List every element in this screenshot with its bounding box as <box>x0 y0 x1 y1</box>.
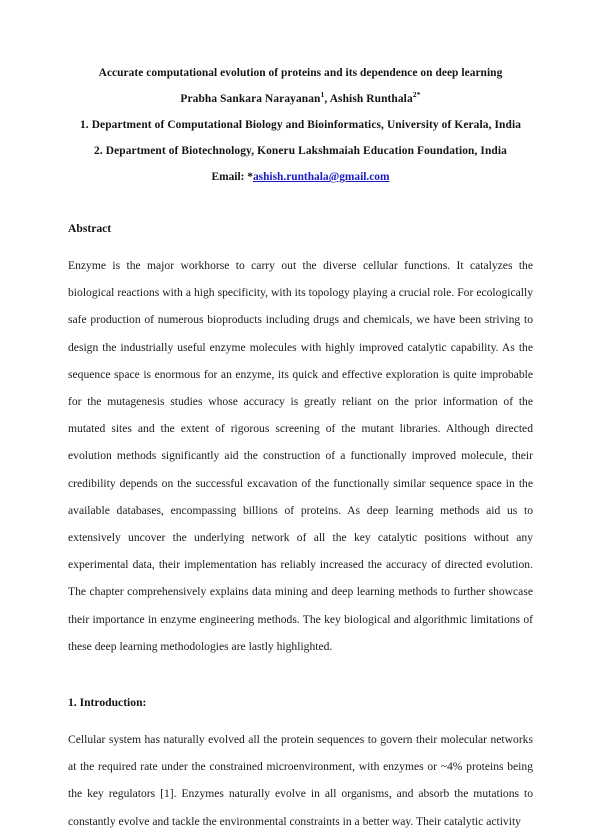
introduction-heading: 1. Introduction: <box>68 696 147 710</box>
page-title: Accurate computational evolution of proteins and its dependence on deep learning <box>98 67 503 79</box>
author-affiliation-marker-2: 2* <box>412 90 421 100</box>
author-line <box>68 86 533 112</box>
email-line <box>68 164 533 190</box>
spacer-title-abstract <box>68 190 533 222</box>
introduction-paragraph: Cellular system has naturally evolved all the protein sequences to govern their molecular networks at the required rate under the constrained microenvironment, with enzymes or ~4% proteins being the key regulators [1]. Enzymes naturally evolve in all organisms, and absorb the mutations to constantly evolve and tackle the environmental constraints in a better way. Their catalytic activity <box>68 733 533 828</box>
author-name-1: Prabha Sankara Narayanan <box>180 93 321 105</box>
title-block <box>68 60 533 190</box>
author-name-2: Ashish Runthala <box>329 93 413 105</box>
email-link[interactable]: ashish.runthala@gmail.com <box>252 171 390 183</box>
affiliation-line-1: 1. Department of Computational Biology and Bioinformatics, University of Kerala, India <box>79 119 522 131</box>
spacer-abstract-heading-body <box>68 235 533 252</box>
affiliation-line-2: 2. Department of Biotechnology, Koneru Lakshmaiah Education Foundation, India <box>94 145 507 157</box>
email-label: Email: * <box>211 171 253 183</box>
spacer-abstract-intro <box>68 660 533 696</box>
author-separator: , <box>324 93 330 105</box>
spacer-intro-heading-body <box>68 709 533 726</box>
abstract-paragraph: Enzyme is the major workhorse to carry out the diverse cellular functions. It catalyzes the biological reactions with a high specificity, with its topology playing a crucial role. For ecologically safe production of numerous bioproducts including drugs and chemicals, we have been striving to design the industrially useful enzyme molecules with highly improved catalytic capability. As the sequence space is enormous for an enzyme, its quick and effective exploration is quite improbable for the mutagenesis studies whose accuracy is greatly reliant on the prior information of the mutated sites and the extent of rigorous screening of the mutant libraries. Although directed evolution methods significantly aid the construction of a functionally improved molecule, their credibility depends on the successful excavation of the functionally similar sequence space in the available databases, encompassing billions of proteins. As deep learning methods aid us to extensively uncover the underlying network of all the key catalytic positions without any experimental data, their implementation has reliably increased the accuracy of directed evolution. The chapter comprehensively explains data mining and deep learning methods to further showcase their importance in enzyme engineering methods. The key biological and algorithmic limitations of these deep learning methodologies are lastly highlighted. <box>68 259 533 653</box>
author-affiliation-marker-1: 1 <box>320 90 325 100</box>
abstract-heading: Abstract <box>68 222 112 235</box>
